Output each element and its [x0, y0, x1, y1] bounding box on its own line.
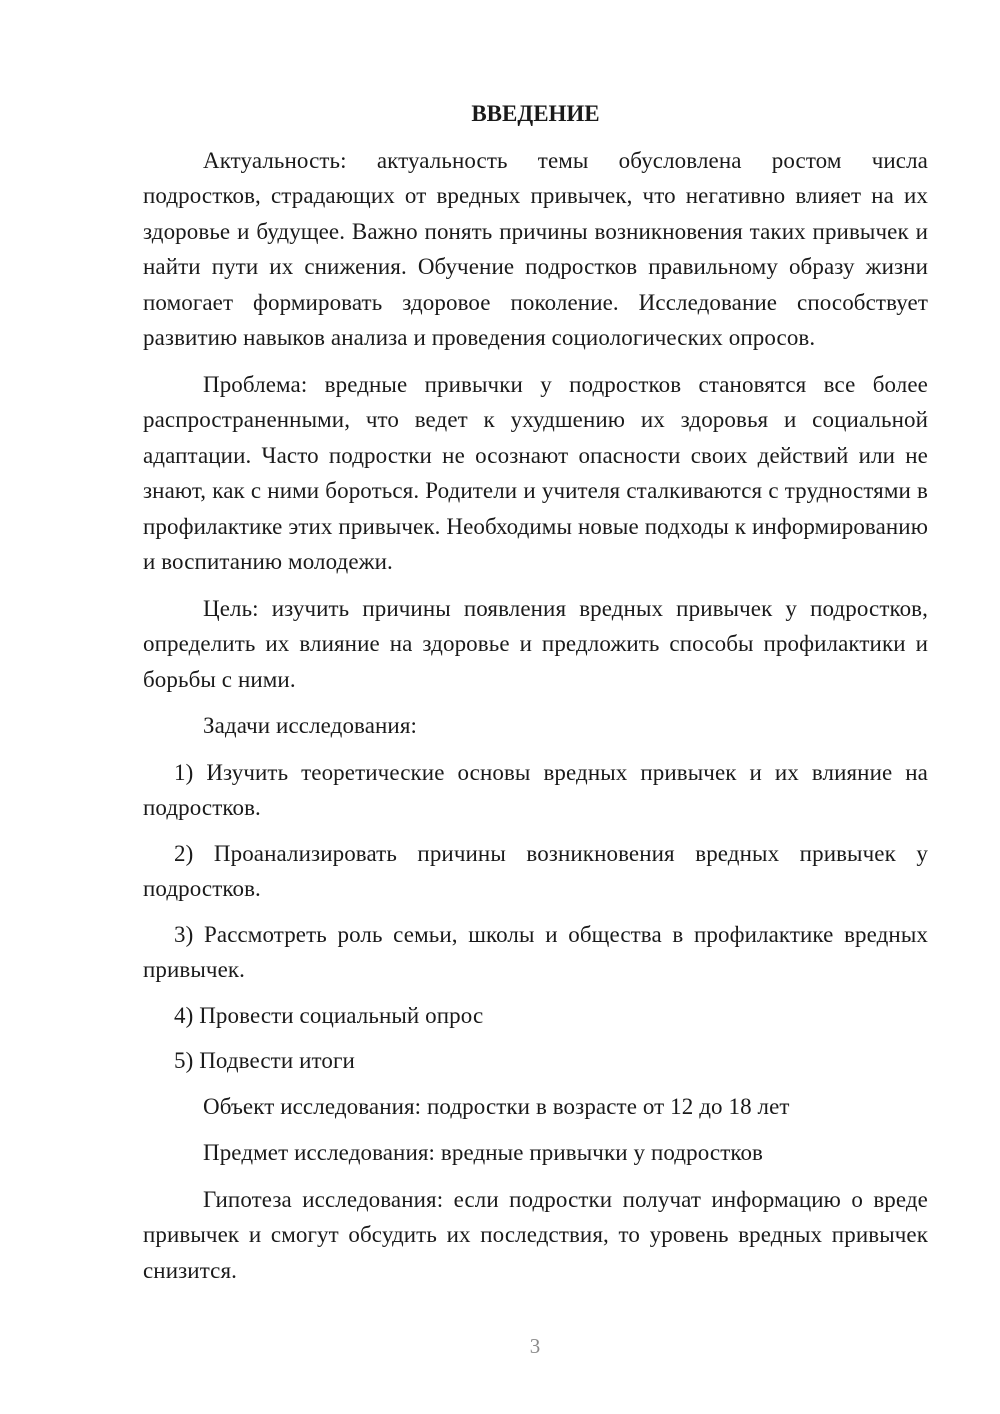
section-title: ВВЕДЕНИЕ: [471, 101, 600, 126]
relevance-paragraph: Актуальность: актуальность темы обусловлена ростом числа подростков, страдающих от вредных привычек, что негативно влияет на их здоровье и будущее. Важно понять причины возникновения таких привычек и найти пути их снижения. Обучение подростков правильному образу жизни помогает формировать здоровое поколение. Исследование способствует развитию навыков анализа и проведения социологических опросов.: [143, 147, 928, 350]
research-object-paragraph: Объект исследования: подростки в возрасте от 12 до 18 лет: [203, 1093, 790, 1119]
tasks-heading: Задачи исследования:: [203, 713, 418, 738]
task-item-4: 4) Провести социальный опрос: [174, 1002, 484, 1028]
page-number: 3: [529, 1334, 541, 1358]
task-item-1: 1) Изучить теоретические основы вредных привычек и их влияние на подростков.: [143, 759, 928, 820]
page-content: [143, 96, 928, 1299]
task-item-5: 5) Подвести итоги: [174, 1048, 355, 1073]
task-item-2: 2) Проанализировать причины возникновения вредных привычек у подростков.: [143, 840, 928, 901]
goal-paragraph: Цель: изучить причины появления вредных привычек у подростков, определить их влияние на здоровье и предложить способы профилактики и борьбы с ними.: [143, 595, 928, 692]
research-subject-paragraph: Предмет исследования: вредные привычки у подростков: [203, 1140, 764, 1165]
hypothesis-paragraph: Гипотеза исследования: если подростки получат информацию о вреде привычек и смогут обсудить их последствия, то уровень вредных привычек снизится.: [143, 1186, 928, 1283]
problem-paragraph: Проблема: вредные привычки у подростков становятся все более распространенными, что ведет к ухудшению их здоровья и социальной адаптации. Часто подростки не осознают опасности своих действий или не знают, как с ними бороться. Родители и учителя сталкиваются с трудностями в профилактике этих привычек. Необходимы новые подходы к информированию и воспитанию молодежи.: [143, 371, 928, 574]
task-item-3: 3) Рассмотреть роль семьи, школы и общества в профилактике вредных привычек.: [143, 921, 928, 982]
